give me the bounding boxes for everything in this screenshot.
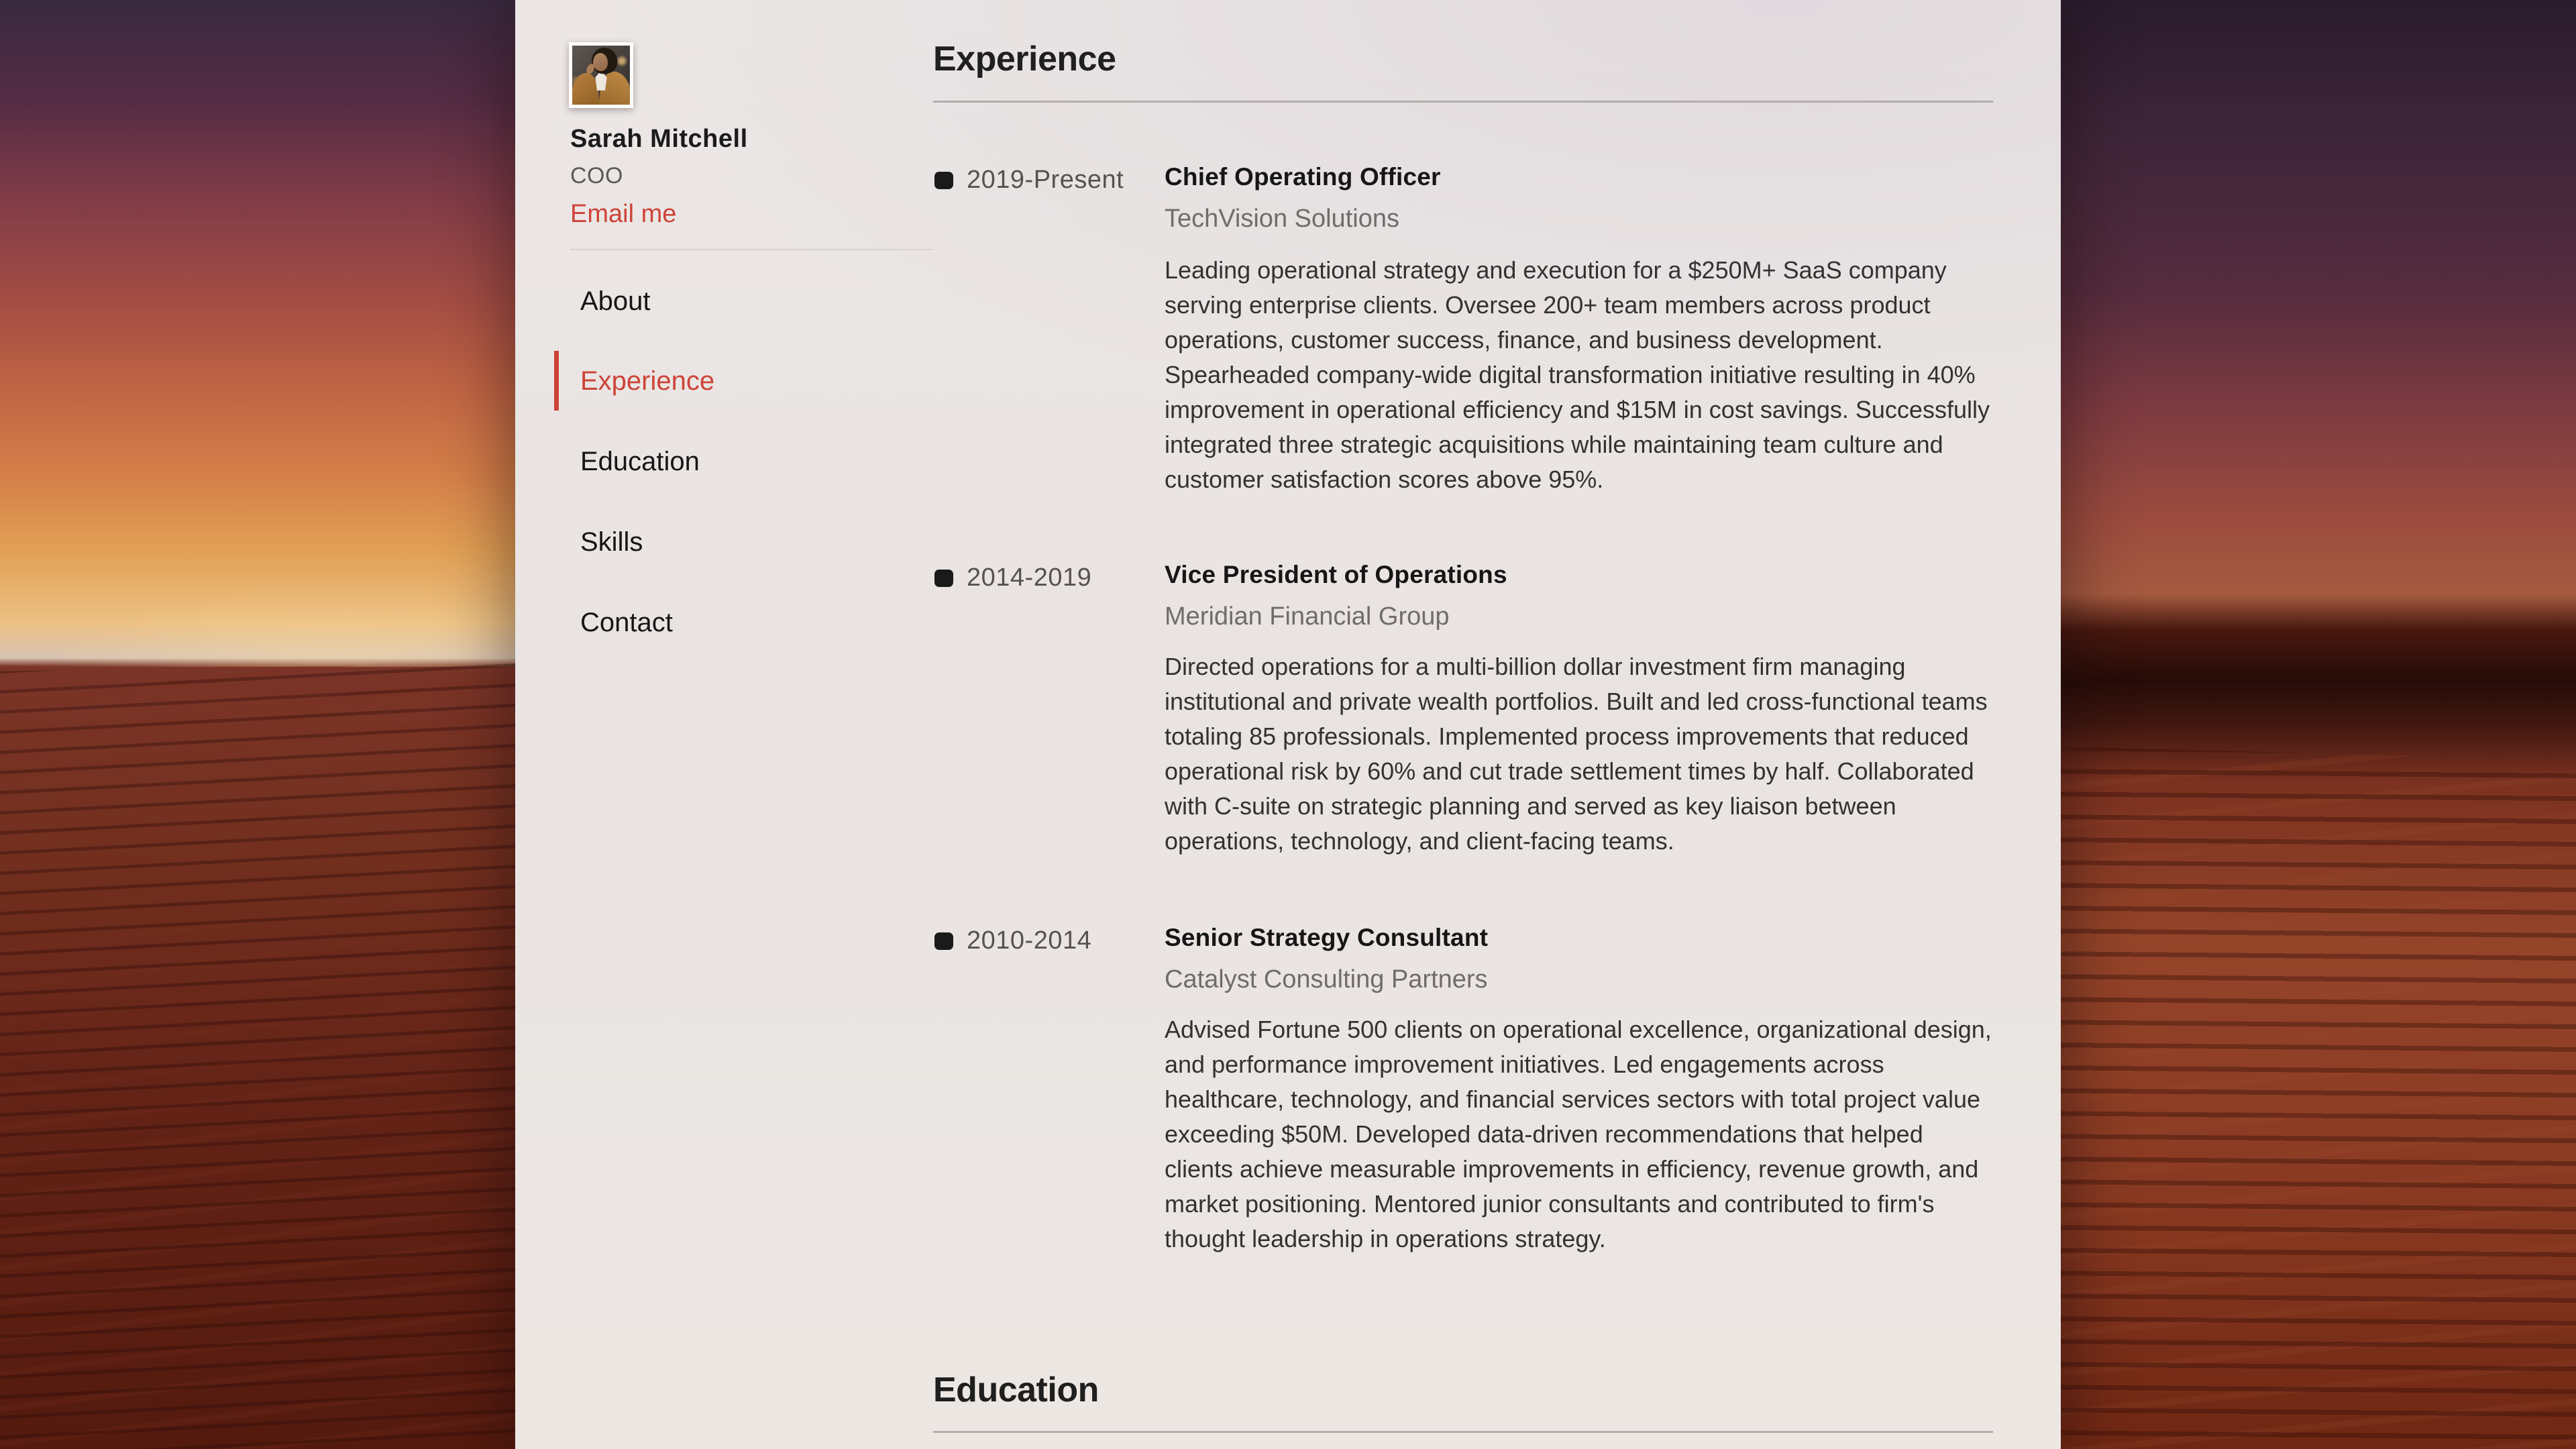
period-bullet-icon [934,172,953,189]
job-description: Leading operational strategy and execution for a $250M+ SaaS company serving enterprise clients. Oversee 200+ team members across product operations, customer success, finance, and business development. Spearheaded company-wide digital transformation initiative resulting in 40% improvement in operational efficiency and $15M in cost savings. Successfully integrated three strategic acquisitions while maintaining team culture and customer satisfaction scores above 95%. [1165,256,1990,493]
job-period [934,166,1124,195]
job-title: Senior Strategy Consultant [1165,924,1489,951]
job-period [934,926,1091,955]
job-company: Meridian Financial Group [1165,602,1450,631]
job-period-label: 2010-2014 [967,926,1092,955]
job-title: Vice President of Operations [1165,561,1507,588]
job-description: Advised Fortune 500 clients on operational excellence, organizational design, and performance improvement initiatives. Led engagements across healthcare, technology, and financial services sectors with total project value exceeding $50M. Developed data-driven recommendations that helped clients achieve measurable improvements in efficiency, revenue growth, and market positioning. Mentored junior consultants and contributed to firm's thought leadership in operations strategy. [1165,1016,1992,1252]
job-company: Catalyst Consulting Partners [1165,965,1488,994]
job-period [934,564,1091,592]
desert-background-right [2059,0,2576,1449]
job-title: Chief Operating Officer [1165,163,1441,191]
job-period-label: 2014-2019 [967,564,1092,592]
resume-panel [515,0,2061,1449]
experience-heading: Experience [933,40,1116,78]
job-period-label: 2019-Present [967,166,1124,194]
nav-item-education[interactable]: Education [580,447,700,476]
job-company: TechVision Solutions [1165,205,1399,233]
profile-name: Sarah Mitchell [570,125,748,153]
photo-face-shape [593,53,608,70]
active-indicator-bar [554,351,559,411]
nav-item-label: Experience [580,366,715,396]
section-rule [933,101,1993,103]
education-heading: Education [933,1371,1099,1409]
profile-role: COO [570,163,623,189]
experience-section [933,0,1993,1449]
desert-background-left [0,0,520,1449]
job-description: Directed operations for a multi-billion dollar investment firm managing institutional and private wealth portfolios. Built and led cross-functional teams totaling 85 professionals. Implemented process improvements that reduced operational risk by 60% and cut trade settlement times by half. Collaborated with C-suite on strategic planning and served as key liaison between operations, technology, and client-facing teams. [1165,653,1988,855]
nav-item-skills[interactable]: Skills [580,527,643,557]
nav-item-contact[interactable]: Contact [580,608,673,637]
sidebar-divider [570,249,932,250]
period-bullet-icon [934,932,953,950]
profile-photo [569,42,633,108]
nav-item-about[interactable]: About [580,286,651,316]
section-rule [933,1431,1993,1433]
period-bullet-icon [934,570,953,587]
email-link[interactable]: Email me [570,200,677,228]
nav-item-experience[interactable] [580,361,714,401]
